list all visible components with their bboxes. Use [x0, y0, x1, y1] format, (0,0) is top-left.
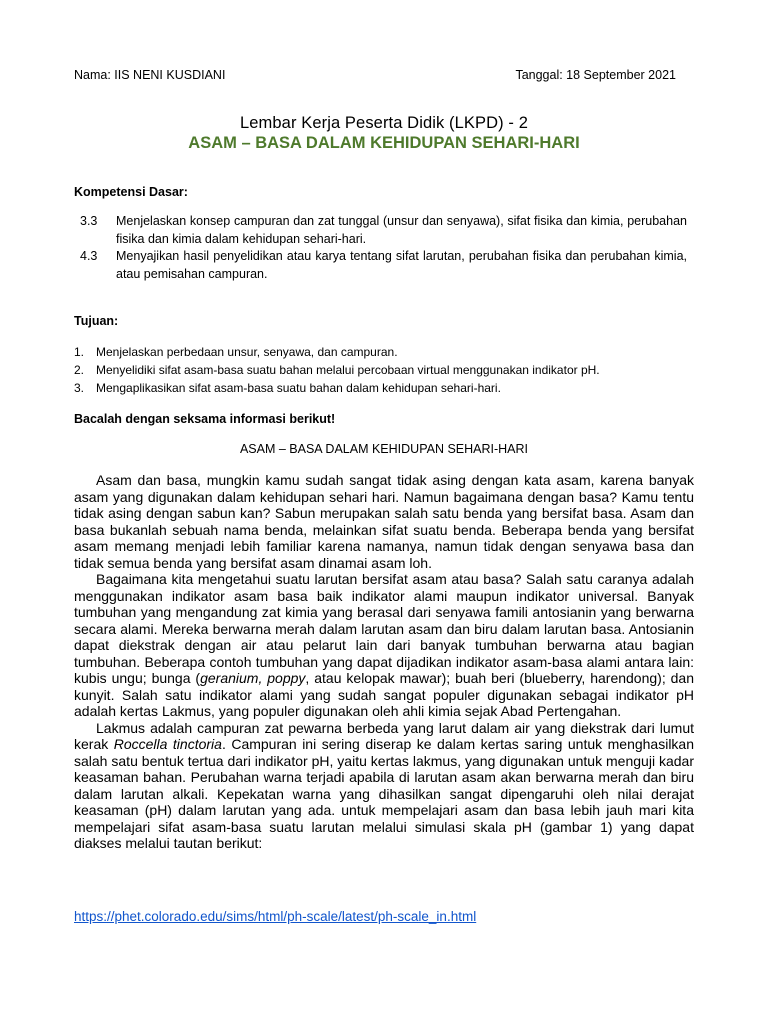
tujuan-item	[74, 343, 694, 361]
paragraph-text: Lakmus adalah campuran zat pewarna berbeda yang larut dalam air yang diekstrak dari lumut kerak	[74, 719, 694, 752]
reading-instruction: Bacalah dengan seksama informasi berikut!	[74, 412, 336, 426]
kompetensi-text: Menjelaskan konsep campuran dan zat tunggal (unsur dan senyawa), sifat fisika dan kimia, perubahan fisika dan kimia dalam kehidupan sehari-hari.	[116, 214, 687, 246]
kompetensi-number: 3.3	[80, 214, 98, 228]
tujuan-heading: Tujuan:	[74, 314, 119, 328]
tujuan-number: 2.	[74, 363, 85, 377]
header-row	[74, 68, 686, 82]
paragraph-text: Asam dan basa, mungkin kamu sudah sangat tidak asing dengan kata asam, karena banyak asam yang digunakan dalam kehidupan sehari hari. Namun bagaimana dengan basa? Kamu tentu tidak asing dengan sabun kan? Sabun merupakan salah satu benda yang bersifat basa. Asam dan basa bukanlah sebuah nama benda, melainkan sifat suatu benda. Beberapa benda yang bersifat asam memang menjadi lebih familiar karena namanya, namun tidak dengan senyawa basa dan tidak semua benda yang bersifat asam dinamai asam loh.	[74, 472, 694, 571]
student-name: Nama: IIS NENI KUSDIANI	[74, 68, 226, 82]
tujuan-item	[74, 361, 694, 379]
tujuan-list	[74, 343, 694, 397]
tujuan-text: Menjelaskan perbedaan unsur, senyawa, dan campuran.	[96, 345, 398, 359]
kompetensi-heading: Kompetensi Dasar:	[74, 185, 188, 199]
kompetensi-item	[74, 248, 687, 283]
kompetensi-item	[74, 213, 687, 248]
worksheet-subtitle: ASAM – BASA DALAM KEHIDUPAN SEHARI-HARI	[188, 134, 580, 152]
date-label: Tanggal: 18 September 2021	[515, 68, 676, 82]
paragraph-text: , atau kelopak mawar); buah beri (blueberry, harendong); dan kunyit. Salah satu indikator alami yang sudah sangat populer digunakan sebagai indikator pH adalah kertas Lakmus, yang populer digunakan oleh ahli kimia sejak Abad Pertengahan.	[74, 670, 694, 719]
paragraph-text: . Campuran ini sering diserap ke dalam kertas saring untuk menghasilkan salah satu bentuk tertua dari indikator pH, yaitu kertas lakmus, yang digunakan untuk menguji kadar keasaman bahan. Perubahan warna terjadi apabila di larutan asam akan berwarna merah dan biru dalam larutan alkali. Kepekatan warna yang dihasilkan sangat dipengaruhi oleh nilai derajat keasaman (pH) dalam larutan yang ada. untuk mempelajari asam dan basa lebih jauh mari kita mempelajari sifat asam-basa suatu larutan melalui simulasi skala pH (gambar 1) yang dapat diakses melalui tautan berikut:	[74, 736, 695, 851]
article-title: ASAM – BASA DALAM KEHIDUPAN SEHARI-HARI	[239, 442, 529, 456]
worksheet-title: Lembar Kerja Peserta Didik (LKPD) - 2	[240, 114, 528, 132]
italic-text: geranium, poppy	[200, 670, 306, 686]
tujuan-number: 1.	[74, 345, 85, 359]
tujuan-item	[74, 379, 694, 397]
kompetensi-number: 4.3	[80, 249, 98, 263]
kompetensi-text: Menyajikan hasil penyelidikan atau karya tentang sifat larutan, perubahan fisika dan perubahan kimia, atau pemisahan campuran.	[116, 249, 687, 281]
article-paragraph	[74, 720, 694, 852]
tujuan-number: 3.	[74, 381, 85, 395]
italic-text: Roccella tinctoria	[113, 736, 222, 752]
article-paragraph	[74, 472, 694, 571]
article-body	[74, 472, 694, 852]
phet-simulation-link[interactable]: https://phet.colorado.edu/sims/html/ph-scale/latest/ph-scale_in.html	[74, 909, 477, 924]
tujuan-text: Mengaplikasikan sifat asam-basa suatu bahan dalam kehidupan sehari-hari.	[96, 381, 501, 395]
tujuan-text: Menyelidiki sifat asam-basa suatu bahan melalui percobaan virtual menggunakan indikator pH.	[96, 363, 600, 377]
article-paragraph	[74, 571, 694, 720]
paragraph-text: Bagaimana kita mengetahui suatu larutan bersifat asam atau basa? Salah satu caranya adalah menggunakan indikator asam basa baik indikator alami maupun indikator universal. Banyak tumbuhan yang mengandung zat kimia yang berasal dari senyawa famili antosianin yang berwarna secara alami. Mereka berwarna merah dalam larutan asam dan biru dalam larutan basa. Antosianin dapat diekstrak dengan air atau pelarut lain dari banyak tumbuhan berwarna atau bagian tumbuhan. Beberapa contoh tumbuhan yang dapat dijadikan indikator asam-basa alami antara lain: kubis ungu; bunga (	[74, 571, 694, 686]
kompetensi-list	[74, 213, 687, 283]
